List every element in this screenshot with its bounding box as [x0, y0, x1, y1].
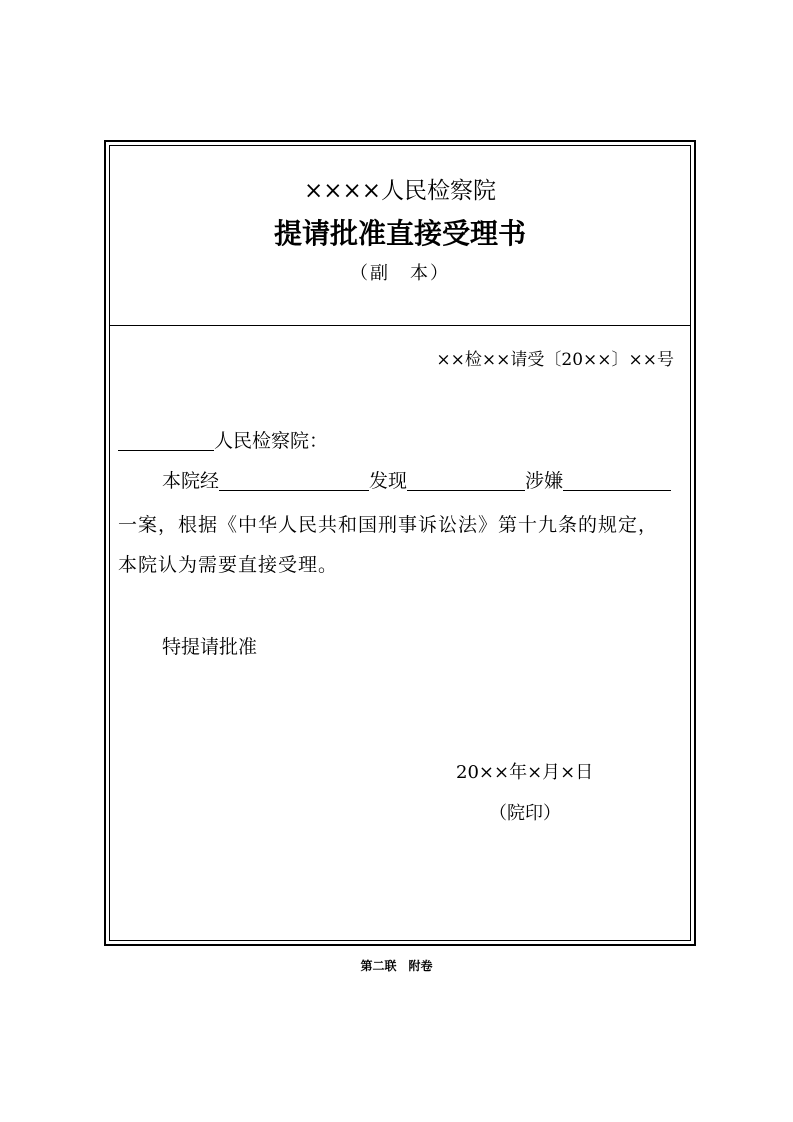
body-found: 发现 [369, 470, 408, 492]
document-inner-frame [109, 145, 691, 941]
organization-name: ××××人民检察院 [303, 178, 497, 204]
document-frame [104, 140, 696, 946]
body-line-2: 一案，根据《中华人民共和国刑事诉讼法》第十九条的规定， [118, 514, 659, 536]
body-suspect: 涉嫌 [525, 470, 564, 492]
header-divider [110, 325, 690, 326]
suspect-blank[interactable] [407, 472, 525, 491]
copy-label: （副 本） [350, 263, 450, 284]
document-number: ××检××请受〔20××〕××号 [436, 350, 674, 370]
signature-date: 20××年×月×日 [456, 762, 594, 783]
request-text: 特提请批准 [162, 636, 258, 658]
addressee-suffix: 人民检察院： [214, 430, 329, 452]
method-blank[interactable] [219, 472, 369, 491]
addressee-line [118, 432, 328, 451]
page-footer: 第二联 附卷 [360, 959, 433, 973]
charge-blank[interactable] [563, 472, 671, 491]
court-seal-label: （院印） [489, 803, 561, 824]
body-line-1 [162, 472, 671, 491]
body-line-3: 本院认为需要直接受理。 [118, 554, 339, 576]
document-title: 提请批准直接受理书 [273, 217, 526, 250]
body-prefix: 本院经 [162, 470, 220, 492]
addressee-blank[interactable] [118, 432, 214, 451]
